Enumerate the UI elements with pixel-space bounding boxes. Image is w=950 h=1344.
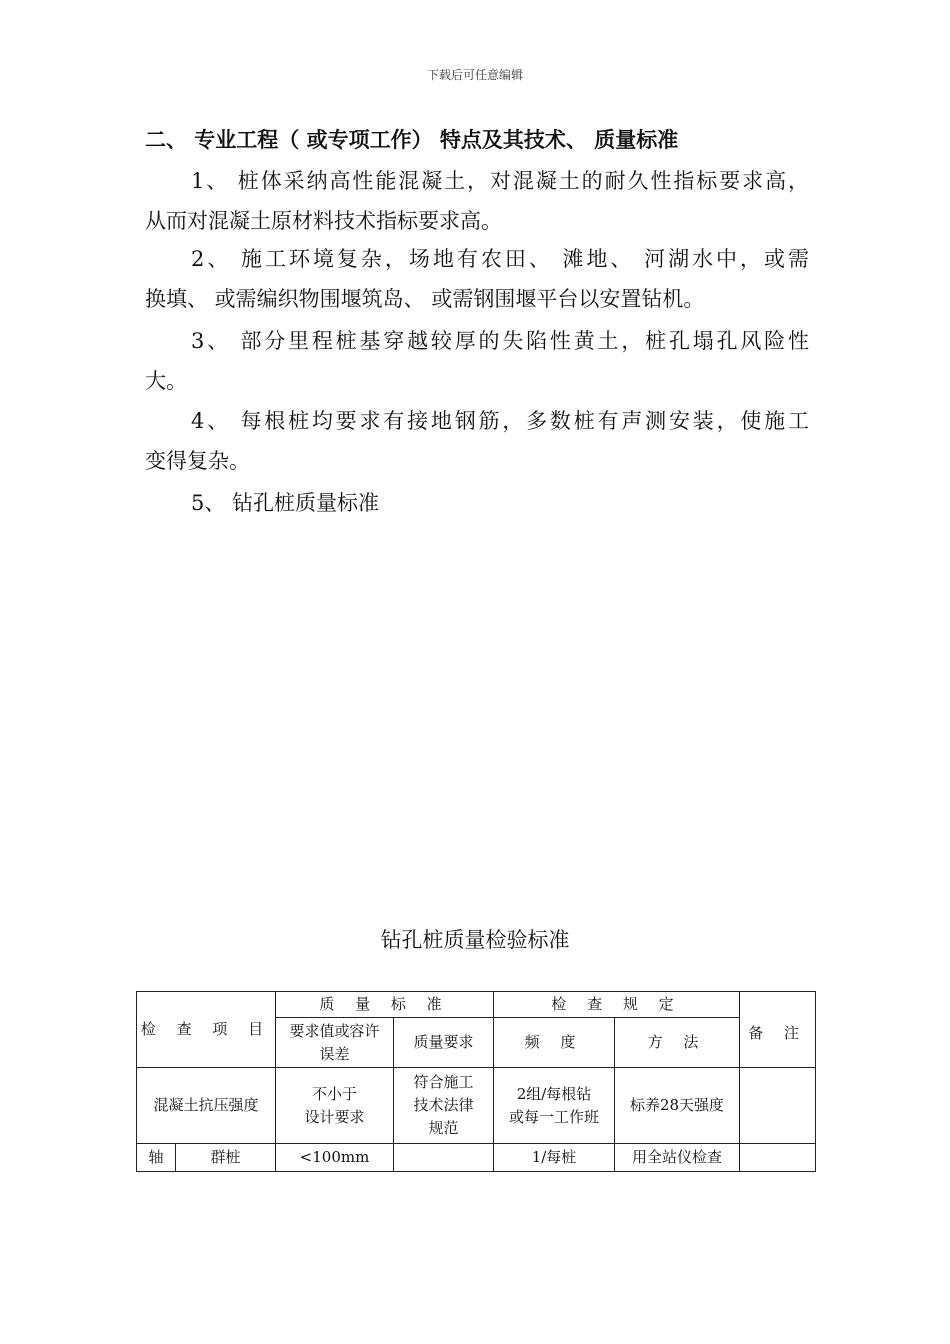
header-remark: 备 注 bbox=[740, 992, 816, 1068]
header-req-value bbox=[276, 1018, 394, 1068]
cell-item-a: 轴 bbox=[137, 1144, 176, 1172]
page-header: 下载后可任意编辑 bbox=[426, 68, 523, 82]
paragraph-line: 从而对混凝土原材料技术指标要求高。 bbox=[145, 209, 502, 233]
cell-frequency-line2: 或每一工作班 bbox=[508, 1107, 599, 1126]
header-item: 检 查 项 目 bbox=[137, 992, 276, 1068]
paragraph-4 bbox=[145, 401, 809, 481]
cell-remark bbox=[740, 1068, 816, 1144]
paragraph-line: 换填、 或需编织物围堰筑岛、 或需钢围堰平台以安置钻机。 bbox=[145, 287, 705, 311]
paragraph-3 bbox=[145, 321, 809, 401]
paragraph-line: 5、 钻孔桩质量标准 bbox=[191, 491, 380, 515]
paragraph-line: 变得复杂。 bbox=[145, 449, 250, 473]
cell-frequency bbox=[494, 1068, 615, 1144]
quality-table bbox=[136, 991, 816, 1172]
header-quality-req: 质量要求 bbox=[394, 1018, 494, 1068]
paragraph-5 bbox=[145, 483, 809, 523]
header-req-value-line2: 误差 bbox=[319, 1044, 350, 1063]
paragraph-line: 2、 施工环境复杂，场地有农田、 滩地、 河湖水中，或需 bbox=[191, 247, 809, 271]
header-frequency: 频 度 bbox=[494, 1018, 615, 1068]
section-title: 二、 专业工程（ 或专项工作） 特点及其技术、 质量标准 bbox=[145, 127, 679, 152]
cell-method: 用全站仪检查 bbox=[615, 1144, 740, 1172]
paragraph-line: 3、 部分里程桩基穿越较厚的失陷性黄土，桩孔塌孔风险性 bbox=[191, 329, 809, 353]
paragraph-line: 大。 bbox=[145, 369, 187, 393]
header-method: 方 法 bbox=[615, 1018, 740, 1068]
cell-item-b: 群桩 bbox=[176, 1144, 276, 1172]
cell-quality-line2: 技术法律 bbox=[413, 1096, 474, 1114]
header-req-value-line1: 要求值或容许 bbox=[289, 1021, 380, 1040]
cell-quality-line3: 规范 bbox=[428, 1119, 459, 1137]
paragraph-1 bbox=[145, 161, 809, 241]
header-inspection: 检 查 规 定 bbox=[494, 992, 740, 1018]
cell-quality bbox=[394, 1144, 494, 1172]
cell-frequency: 1/每桩 bbox=[494, 1144, 615, 1172]
cell-quality-line1: 符合施工 bbox=[413, 1073, 474, 1091]
cell-req: <100mm bbox=[276, 1144, 394, 1172]
table-header-row bbox=[137, 992, 816, 1018]
paragraph-2 bbox=[145, 239, 809, 319]
cell-remark bbox=[740, 1144, 816, 1172]
cell-method: 标养28天强度 bbox=[615, 1068, 740, 1144]
table-title: 钻孔桩质量检验标准 bbox=[380, 928, 570, 952]
cell-req-line1: 不小于 bbox=[311, 1084, 357, 1103]
cell-quality bbox=[394, 1068, 494, 1144]
paragraph-line: 1、 桩体采纳高性能混凝土，对混凝土的耐久性指标要求高， bbox=[191, 169, 809, 193]
paragraph-line: 4、 每根桩均要求有接地钢筋，多数桩有声测安装，使施工 bbox=[191, 409, 809, 433]
cell-req bbox=[276, 1068, 394, 1144]
cell-req-line2: 设计要求 bbox=[304, 1107, 365, 1126]
cell-frequency-line1: 2组/每根钻 bbox=[516, 1084, 592, 1103]
table-row bbox=[137, 1144, 816, 1172]
cell-item: 混凝土抗压强度 bbox=[137, 1068, 276, 1144]
table-row bbox=[137, 1068, 816, 1144]
header-quality-std: 质 量 标 准 bbox=[276, 992, 494, 1018]
